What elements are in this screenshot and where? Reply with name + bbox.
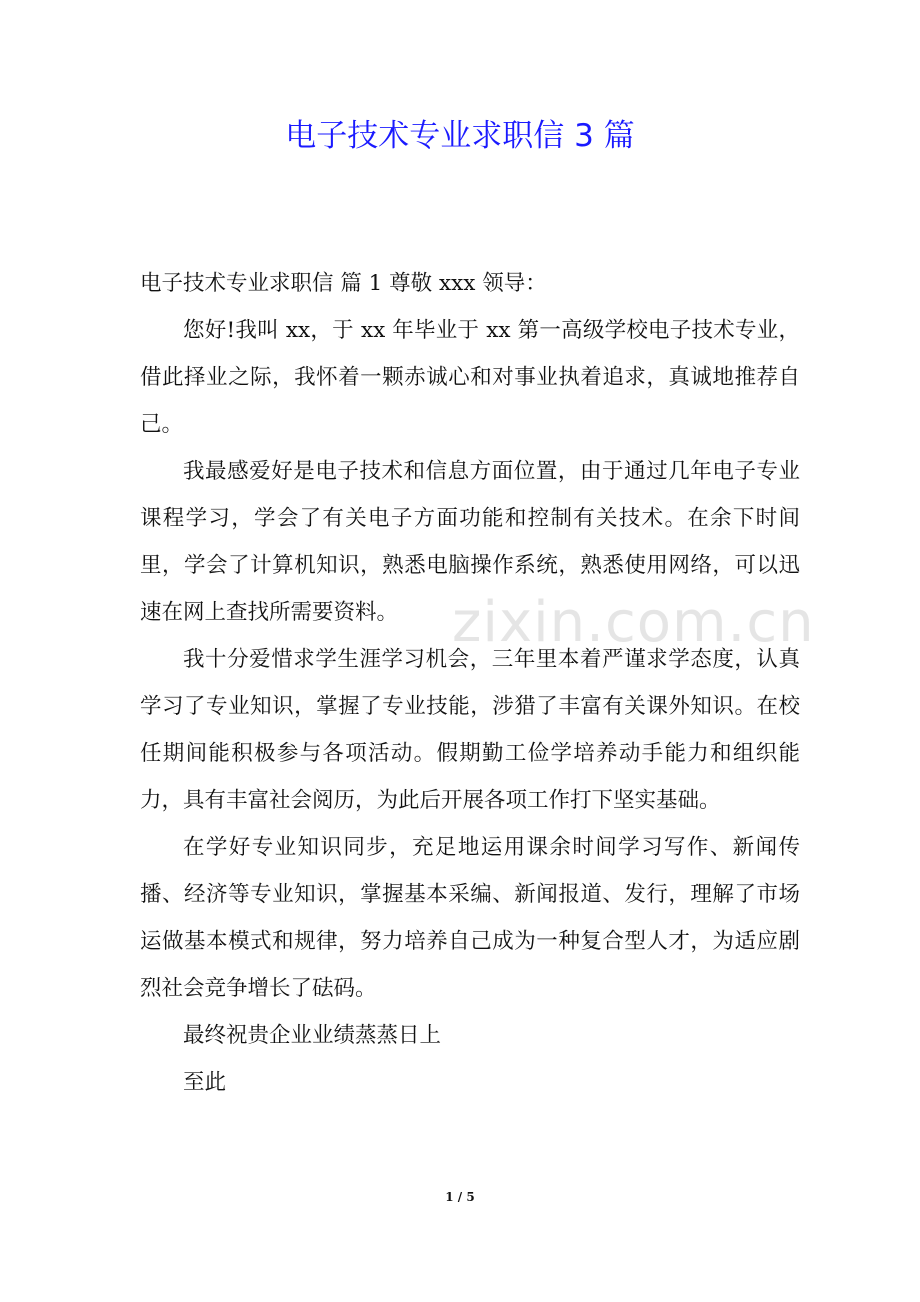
body-paragraph-4: 在学好专业知识同步，充足地运用课余时间学习写作、新闻传播、经济等专业知识，掌握基本采编、新闻报道、发行，理解了市场运做基本模式和规律，努力培养自己成为一种复合型人才，为适应剧烈社会竞争增长了砝码。	[140, 835, 800, 1001]
body-paragraph-3: 我十分爱惜求学生涯学习机会，三年里本着严谨求学态度，认真学习了专业知识，掌握了专业技能，涉猎了丰富有关课外知识。在校任期间能积极参与各项活动。假期勤工俭学培养动手能力和组织能力，具有丰富社会阅历，为此后开展各项工作打下坚实基础。	[140, 647, 800, 813]
document-body	[140, 260, 800, 1106]
page-number: 1 / 5	[445, 1190, 475, 1204]
watermark: zixin.com.cn	[452, 590, 815, 655]
salutation-line: 电子技术专业求职信 篇 1 尊敬 xxx 领导：	[140, 271, 547, 296]
closing-line: 最终祝贵企业业绩蒸蒸日上	[183, 1023, 442, 1048]
body-paragraph-2: 我最感爱好是电子技术和信息方面位置，由于通过几年电子专业课程学习，学会了有关电子方面功能和控制有关技术。在余下时间里，学会了计算机知识，熟悉电脑操作系统，熟悉使用网络，可以迅速在网上查找所需要资料。	[140, 459, 800, 625]
sign-off-line: 至此	[183, 1070, 227, 1095]
body-paragraph-1: 您好!我叫 xx，于 xx 年毕业于 xx 第一高级学校电子技术专业，借此择业之际，我怀着一颗赤诚心和对事业执着追求，真诚地推荐自己。	[140, 318, 800, 437]
document-title: 电子技术专业求职信 3 篇	[285, 118, 635, 154]
